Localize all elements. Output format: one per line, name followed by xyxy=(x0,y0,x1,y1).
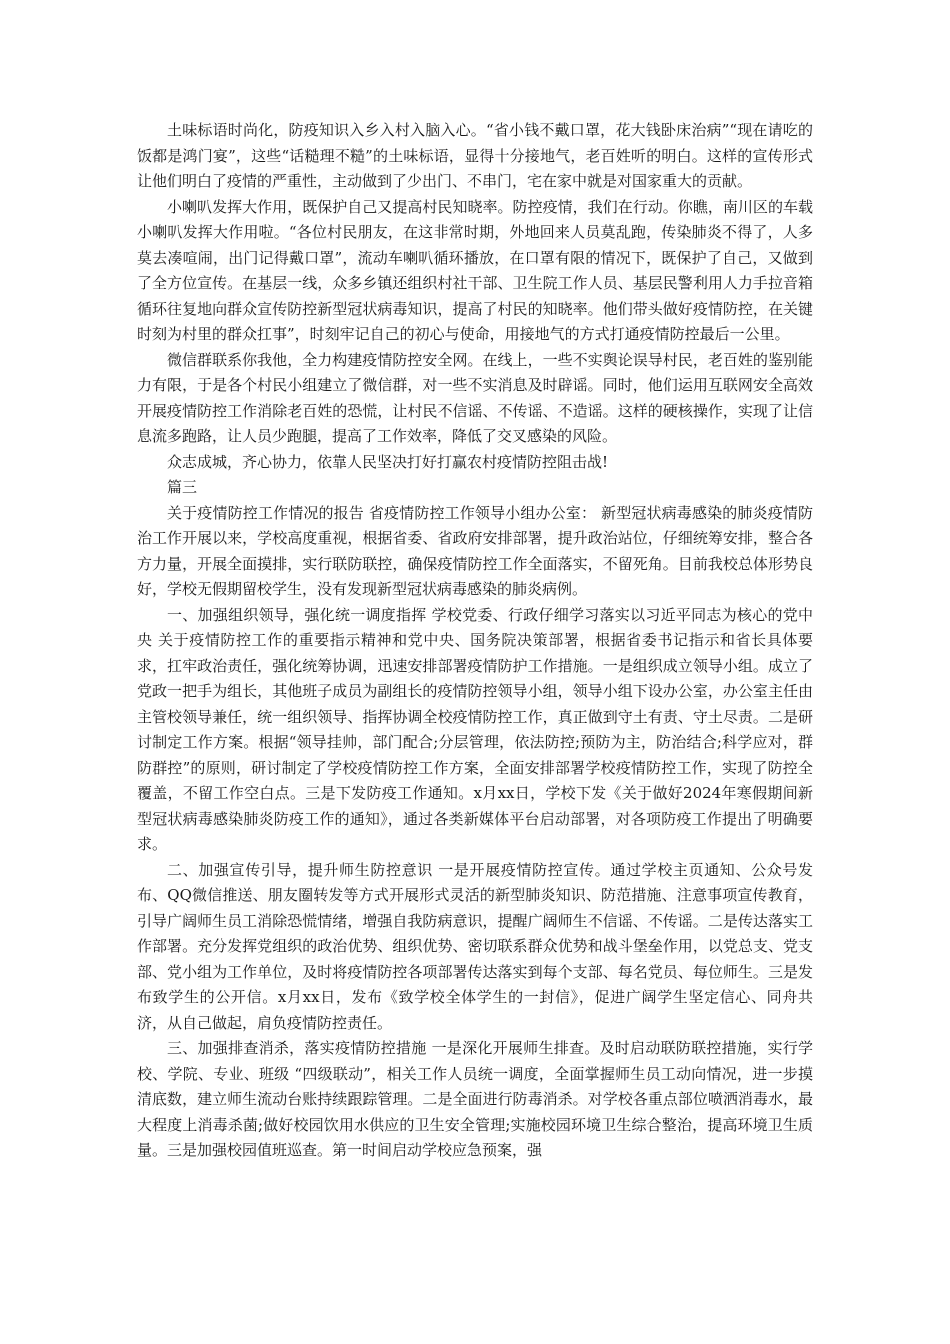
paragraph-slogans: 土味标语时尚化，防疫知识入乡入村入脑入心。“省小钱不戴口罩，花大钱卧床治病”“现在请吃的饭都是鸿门宴”，这些“话糙理不糙”的土味标语，显得十分接地气，老百姓听的明白。这样的宣传形式让他们明白了疫情的严重性，主动做到了少出门、不串门，宅在家中就是对国家重大的贡献。 xyxy=(137,121,813,190)
paragraph-report-screening: 三、加强排查消杀，落实疫情防控措施 一是深化开展师生排查。及时启动联防联控措施，实行学校、学院、专业、班级 “四级联动”，相关工作人员统一调度，全面掌握师生员工动向情况，进一步摸清底数，建立师生流动台账持续跟踪管理。二是全面进行防毒消杀。对学校各重点部位喷洒消毒水，最大程度上消毒杀菌;做好校园饮用水供应的卫生安全管理;实施校园环境卫生综合整治，提高环境卫生质量。三是加强校园值班巡查。第一时间启动学校应急预案，强 xyxy=(137,1039,813,1159)
paragraph-report-publicity: 二、加强宣传引导，提升师生防控意识 一是开展疫情防控宣传。通过学校主页通知、公众号发布、QQ微信推送、朋友圈转发等方式开展形式灵活的新型肺炎知识、防范措施、注意事项宣传教育，引导广阔师生员工消除恐慌情绪，增强自我防病意识，提醒广阔师生不信谣、不传谣。二是传达落实工作部署。充分发挥党组织的政治优势、组织优势、密切联系群众优势和战斗堡垒作用，以党总支、党支部、党小组为工作单位，及时将疫情防控各项部署传达落实到每个支部、每名党员、每位师生。三是发布致学生的公开信。x月xx日，发布《致学校全体学生的一封信》，促进广阔学生坚定信心、同舟共济，从自己做起，肩负疫情防控责任。 xyxy=(137,860,813,1032)
section-heading: 篇三 xyxy=(167,478,198,496)
document-page xyxy=(137,118,813,1164)
paragraph-loudspeaker: 小喇叭发挥大作用，既保护自己又提高村民知晓率。防控疫情，我们在行动。你瞧，南川区的车载小喇叭发挥大作用啦。“各位村民朋友，在这非常时期，外地回来人员莫乱跑，传染肺炎不得了，人多莫去凑喧闹，出门记得戴口罩”，流动车喇叭循环播放，在口罩有限的情况下，既保护了自己，又做到了全方位宣传。在基层一线，众多乡镇还组织村社干部、卫生院工作人员、基层民警利用人力手拉音箱循环往复地向群众宣传防控新型冠状病毒知识，提高了村民的知晓率。他们带头做好疫情防控，在关键时刻为村里的群众扛事”，时刻牢记自己的初心与使命，用接地气的方式打通疫情防控最后一公里。 xyxy=(137,197,813,343)
paragraph-report-leadership: 一、加强组织领导，强化统一调度指挥 学校党委、行政仔细学习落实以习近平同志为核心的党中央 关于疫情防控工作的重要指示精神和党中央、国务院决策部署，根据省委书记指示和省长具体要求，扛牢政治责任，强化统筹协调，迅速安排部署疫情防护工作措施。一是组织成立领导小组。成立了党政一把手为组长，其他班子成员为副组长的疫情防控领导小组，领导小组下设办公室，办公室主任由主管校领导兼任，统一组织领导、指挥协调全校疫情防控工作，真正做到守土有责、守土尽责。二是研讨制定工作方案。根据“领导挂帅，部门配合;分层管理，依法防控;预防为主，防治结合;科学应对，群防群控”的原则，研讨制定了学校疫情防控工作方案，全面安排部署学校疫情防控工作，实现了防控全覆盖，不留工作空白点。三是下发防疫工作通知。x月xx日，学校下发《关于做好2024年寒假期间新型冠状病毒感染肺炎防疫工作的通知》，通过各类新媒体平台启动部署，对各项防疫工作提出了明确要求。 xyxy=(137,605,813,853)
paragraph-wechat-group: 微信群联系你我他，全力构建疫情防控安全网。在线上，一些不实舆论误导村民，老百姓的鉴别能力有限，于是各个村民小组建立了微信群，对一些不实消息及时辟谣。同时，他们运用互联网安全高效开展疫情防控工作消除老百姓的恐慌，让村民不信谣、不传谣、不造谣。这样的硬核操作，实现了让信息流多跑路，让人员少跑腿，提高了工作效率，降低了交叉感染的风险。 xyxy=(137,350,813,445)
paragraph-conclusion: 众志成城，齐心协力，依靠人民坚决打好打赢农村疫情防控阻击战! xyxy=(167,452,609,471)
paragraph-report-intro: 关于疫情防控工作情况的报告 省疫情防控工作领导小组办公室： 新型冠状病毒感染的肺炎疫情防治工作开展以来，学校高度重视，根据省委、省政府安排部署，提升政治站位，仔细统筹安排，整合各方力量，开展全面摸排，实行联防联控，确保疫情防控工作全面落实，不留死角。目前我校总体形势良好，学校无假期留校学生，没有发现新型冠状病毒感染的肺炎病例。 xyxy=(137,503,813,598)
